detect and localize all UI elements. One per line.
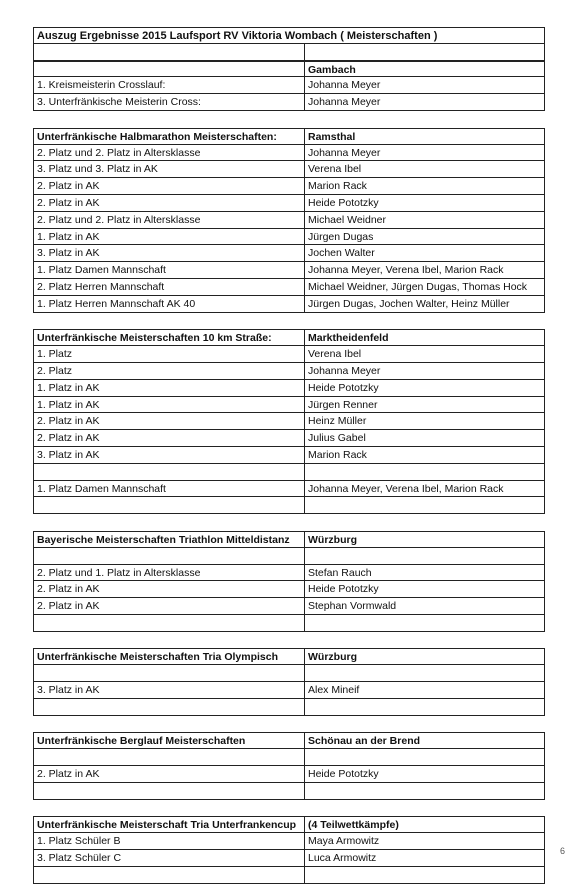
- spacer-row: [33, 716, 545, 733]
- result-row: [33, 548, 545, 565]
- result-row: [33, 413, 545, 430]
- placement-cell: 3. Unterfränkische Meisterin Cross:: [33, 94, 305, 111]
- placement-cell: [33, 867, 305, 884]
- section-header-row: [33, 329, 545, 346]
- placement-cell: 1. Platz Schüler B: [33, 833, 305, 850]
- result-row: [33, 430, 545, 447]
- athlete-cell: Johanna Meyer: [305, 145, 545, 162]
- athlete-cell: [305, 665, 545, 682]
- placement-cell: 1. Platz in AK: [33, 380, 305, 397]
- athlete-cell: Jürgen Dugas, Jochen Walter, Heinz Müller: [305, 296, 545, 313]
- result-row: [33, 665, 545, 682]
- athlete-cell: Johanna Meyer: [305, 363, 545, 380]
- result-row: [33, 346, 545, 363]
- result-row: [33, 598, 545, 615]
- athlete-cell: Verena Ibel: [305, 161, 545, 178]
- athlete-cell: Heinz Müller: [305, 413, 545, 430]
- athlete-cell: Heide Pototzky: [305, 195, 545, 212]
- placement-cell: 1. Platz: [33, 346, 305, 363]
- athlete-cell: [305, 615, 545, 632]
- athlete-cell: [305, 749, 545, 766]
- result-row: [33, 850, 545, 867]
- section-heading: Unterfränkische Berglauf Meisterschaften: [33, 732, 305, 749]
- result-row: [33, 397, 545, 414]
- placement-cell: 1. Platz in AK: [33, 397, 305, 414]
- athlete-cell: [305, 548, 545, 565]
- placement-cell: 2. Platz: [33, 363, 305, 380]
- spacer-row: [33, 800, 545, 817]
- athlete-cell: Johanna Meyer, Verena Ibel, Marion Rack: [305, 262, 545, 279]
- document-title: Auszug Ergebnisse 2015 Laufsport RV Viktoria Wombach ( Meisterschaften ): [33, 27, 545, 44]
- blank-row: [33, 44, 545, 61]
- athlete-cell: Heide Pototzky: [305, 581, 545, 598]
- spacer-row: [33, 632, 545, 649]
- result-row: [33, 363, 545, 380]
- section-heading: Unterfränkische Meisterschaften Tria Olympisch: [33, 648, 305, 665]
- section-header-row: [33, 816, 545, 833]
- title-row: [33, 27, 545, 44]
- result-row: [33, 481, 545, 498]
- athlete-cell: Maya Armowitz: [305, 833, 545, 850]
- result-row: [33, 262, 545, 279]
- athlete-cell: Julius Gabel: [305, 430, 545, 447]
- section-header-row: [33, 531, 545, 548]
- section-header-row: [33, 648, 545, 665]
- placement-cell: [33, 464, 305, 481]
- result-row: [33, 145, 545, 162]
- athlete-cell: Marion Rack: [305, 447, 545, 464]
- athlete-cell: Stephan Vormwald: [305, 598, 545, 615]
- placement-cell: 2. Platz und 2. Platz in Altersklasse: [33, 145, 305, 162]
- placement-cell: 2. Platz in AK: [33, 598, 305, 615]
- result-row: [33, 195, 545, 212]
- section-location: (4 Teilwettkämpfe): [305, 816, 545, 833]
- result-row: [33, 497, 545, 514]
- athlete-cell: Verena Ibel: [305, 346, 545, 363]
- athlete-cell: Johanna Meyer, Verena Ibel, Marion Rack: [305, 481, 545, 498]
- placement-cell: 2. Platz in AK: [33, 413, 305, 430]
- result-row: [33, 229, 545, 246]
- result-row: [33, 161, 545, 178]
- result-row: [33, 615, 545, 632]
- athlete-cell: Alex Mineif: [305, 682, 545, 699]
- placement-cell: 2. Platz in AK: [33, 766, 305, 783]
- placement-cell: 2. Platz und 2. Platz in Altersklasse: [33, 212, 305, 229]
- placement-cell: 3. Platz und 3. Platz in AK: [33, 161, 305, 178]
- placement-cell: 2. Platz in AK: [33, 195, 305, 212]
- athlete-cell: Heide Pototzky: [305, 766, 545, 783]
- placement-cell: 3. Platz in AK: [33, 447, 305, 464]
- athlete-cell: Stefan Rauch: [305, 565, 545, 582]
- result-row: [33, 699, 545, 716]
- athlete-cell: Michael Weidner: [305, 212, 545, 229]
- result-row: [33, 296, 545, 313]
- result-row: [33, 682, 545, 699]
- athlete-cell: [305, 497, 545, 514]
- section-header-row: [33, 128, 545, 145]
- section-header-row: [33, 732, 545, 749]
- placement-cell: [33, 783, 305, 800]
- spacer-row: [33, 111, 545, 128]
- section-heading: [33, 61, 305, 78]
- placement-cell: 2. Platz und 1. Platz in Altersklasse: [33, 565, 305, 582]
- result-row: [33, 783, 545, 800]
- result-row: [33, 766, 545, 783]
- placement-cell: 3. Platz in AK: [33, 245, 305, 262]
- result-row: [33, 178, 545, 195]
- placement-cell: 2. Platz in AK: [33, 430, 305, 447]
- result-row: [33, 565, 545, 582]
- athlete-cell: Jochen Walter: [305, 245, 545, 262]
- placement-cell: 1. Platz in AK: [33, 229, 305, 246]
- spacer-row: [33, 313, 545, 330]
- placement-cell: 2. Platz Herren Mannschaft: [33, 279, 305, 296]
- placement-cell: [33, 548, 305, 565]
- placement-cell: 3. Platz in AK: [33, 682, 305, 699]
- result-row: [33, 867, 545, 884]
- section-heading: Unterfränkische Halbmarathon Meisterschaften:: [33, 128, 305, 145]
- section-header-row: [33, 61, 545, 78]
- result-row: [33, 749, 545, 766]
- result-row: [33, 279, 545, 296]
- section-location: Würzburg: [305, 531, 545, 548]
- section-location: Ramsthal: [305, 128, 545, 145]
- section-location: Marktheidenfeld: [305, 329, 545, 346]
- section-location: Schönau an der Brend: [305, 732, 545, 749]
- page-number: 6: [559, 846, 565, 856]
- athlete-cell: Heide Pototzky: [305, 380, 545, 397]
- athlete-cell: Johanna Meyer: [305, 77, 545, 94]
- placement-cell: [33, 749, 305, 766]
- section-heading: Unterfränkische Meisterschaft Tria Unterfrankencup: [33, 816, 305, 833]
- result-row: [33, 94, 545, 111]
- placement-cell: 3. Platz Schüler C: [33, 850, 305, 867]
- section-heading: Unterfränkische Meisterschaften 10 km Straße:: [33, 329, 305, 346]
- placement-cell: 2. Platz in AK: [33, 178, 305, 195]
- athlete-cell: Luca Armowitz: [305, 850, 545, 867]
- placement-cell: [33, 615, 305, 632]
- placement-cell: 1. Platz Damen Mannschaft: [33, 481, 305, 498]
- result-row: [33, 464, 545, 481]
- placement-cell: 1. Platz Damen Mannschaft: [33, 262, 305, 279]
- athlete-cell: [305, 783, 545, 800]
- section-location: Würzburg: [305, 648, 545, 665]
- placement-cell: [33, 665, 305, 682]
- result-row: [33, 212, 545, 229]
- result-row: [33, 245, 545, 262]
- result-row: [33, 380, 545, 397]
- sections: [33, 61, 545, 884]
- spacer-row: [33, 514, 545, 531]
- placement-cell: 1. Kreismeisterin Crosslauf:: [33, 77, 305, 94]
- athlete-cell: Jürgen Renner: [305, 397, 545, 414]
- athlete-cell: Marion Rack: [305, 178, 545, 195]
- result-row: [33, 77, 545, 94]
- athlete-cell: Jürgen Dugas: [305, 229, 545, 246]
- result-row: [33, 581, 545, 598]
- section-location: Gambach: [305, 61, 545, 78]
- result-row: [33, 833, 545, 850]
- athlete-cell: [305, 464, 545, 481]
- placement-cell: [33, 497, 305, 514]
- athlete-cell: Johanna Meyer: [305, 94, 545, 111]
- athlete-cell: Michael Weidner, Jürgen Dugas, Thomas Hock: [305, 279, 545, 296]
- result-row: [33, 447, 545, 464]
- athlete-cell: [305, 867, 545, 884]
- results-table: [33, 27, 545, 884]
- placement-cell: 2. Platz in AK: [33, 581, 305, 598]
- section-heading: Bayerische Meisterschaften Triathlon Mitteldistanz: [33, 531, 305, 548]
- athlete-cell: [305, 699, 545, 716]
- placement-cell: 1. Platz Herren Mannschaft AK 40: [33, 296, 305, 313]
- placement-cell: [33, 699, 305, 716]
